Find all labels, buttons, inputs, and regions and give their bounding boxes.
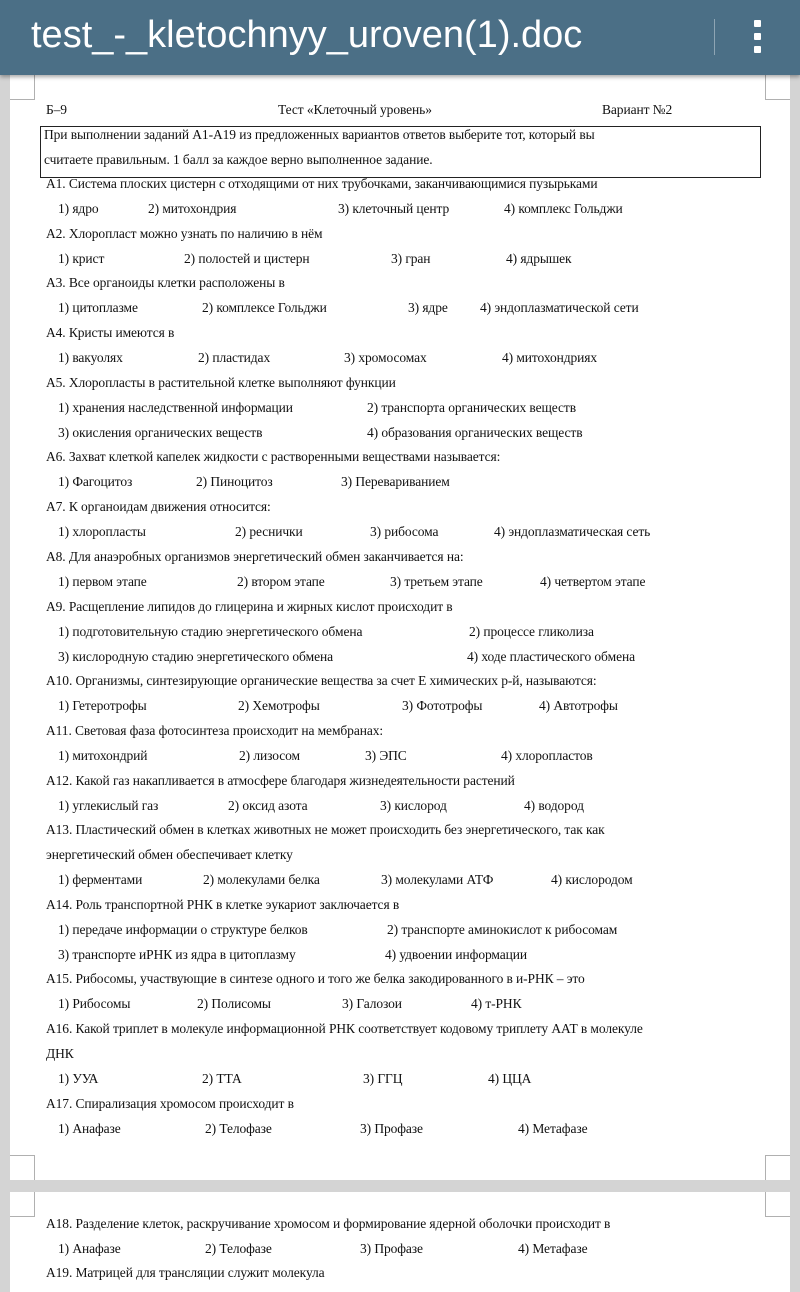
answer-option: 4) эндоплазматическая сеть xyxy=(494,524,651,539)
answer-option: 1) митохондрий xyxy=(58,748,148,763)
answer-option: 2) Хемотрофы xyxy=(238,698,320,713)
answer-option: 4) водород xyxy=(524,798,584,813)
answer-option: 4) кислородом xyxy=(551,872,633,887)
question-text: А17. Спирализация хромосом происходит в xyxy=(46,1096,294,1111)
answer-option: 2) реснички xyxy=(235,524,303,539)
document-title: test_-_kletochnyy_uroven(1).doc xyxy=(31,14,583,56)
answer-option: 3) третьем этапе xyxy=(390,574,483,589)
question-text: А14. Роль транспортной РНК в клетке эукариот заключается в xyxy=(46,897,400,912)
document-page-2[interactable] xyxy=(10,1192,790,1292)
page-corner-mark xyxy=(10,1155,35,1180)
question-text: А8. Для анаэробных организмов энергетический обмен заканчивается на: xyxy=(46,549,464,564)
answer-option: 2) пластидах xyxy=(198,350,271,365)
answer-option: 1) ферментами xyxy=(58,872,143,887)
question-text: А2. Хлоропласт можно узнать по наличию в нём xyxy=(46,226,323,241)
answer-option: 2) полостей и цистерн xyxy=(184,251,310,266)
answer-option: 1) передаче информации о структуре белков xyxy=(58,922,308,937)
question-text: А5. Хлоропласты в растительной клетке выполняют функции xyxy=(46,375,396,390)
answer-option: 4) т-РНК xyxy=(471,996,522,1011)
answer-option: 3) окисления органических веществ xyxy=(58,425,263,440)
question-text: А19. Матрицей для трансляции служит молекула xyxy=(46,1265,325,1280)
answer-option: 2) втором этапе xyxy=(237,574,325,589)
answer-option: 4) ядрышек xyxy=(506,251,572,266)
question-text: А3. Все органоиды клетки расположены в xyxy=(46,275,285,290)
question-text: А11. Световая фаза фотосинтеза происходит на мембранах: xyxy=(46,723,384,738)
answer-option: 4) удвоении информации xyxy=(385,947,528,962)
answer-option: 3) ядре xyxy=(408,300,448,315)
answer-option: 1) первом этапе xyxy=(58,574,147,589)
answer-option: 2) лизосом xyxy=(239,748,300,763)
answer-option: 4) эндоплазматической сети xyxy=(480,300,639,315)
toolbar-divider xyxy=(714,19,715,55)
question-text: А7. К органоидам движения относится: xyxy=(46,499,271,514)
answer-option: 3) кислородную стадию энергетического обмена xyxy=(58,649,334,664)
answer-option: 2) митохондрия xyxy=(148,201,237,216)
answer-option: 2) процессе гликолиза xyxy=(469,624,594,639)
answer-option: 3) клеточный центр xyxy=(338,201,450,216)
answer-option: 2) молекулами белка xyxy=(203,872,320,887)
answer-option: 1) Анафазе xyxy=(58,1121,121,1136)
header-test-title: Тест «Клеточный уровень» xyxy=(278,102,432,117)
answer-option: 4) четвертом этапе xyxy=(540,574,646,589)
question-text: А4. Кристы имеются в xyxy=(46,325,175,340)
page-corner-mark xyxy=(765,1192,790,1217)
question-text: ДНК xyxy=(46,1046,74,1061)
header-code: Б–9 xyxy=(46,102,67,117)
question-text: А12. Какой газ накапливается в атмосфере благодаря жизнедеятельности растений xyxy=(46,773,515,788)
question-text: А6. Захват клеткой капелек жидкости с растворенными веществами называется: xyxy=(46,449,501,464)
answer-option: 1) Фагоцитоз xyxy=(58,474,133,489)
answer-option: 3) рибосома xyxy=(370,524,439,539)
answer-option: 1) хлоропласты xyxy=(58,524,146,539)
page-corner-mark xyxy=(765,1155,790,1180)
question-text: А10. Организмы, синтезирующие органические вещества за счет Е химических р-й, называются: xyxy=(46,673,597,688)
answer-option: 1) Анафазе xyxy=(58,1241,121,1256)
answer-option: 3) молекулами АТФ xyxy=(381,872,494,887)
answer-option: 3) гран xyxy=(391,251,431,266)
answer-option: 1) цитоплазме xyxy=(58,300,138,315)
answer-option: 4) митохондриях xyxy=(502,350,598,365)
answer-option: 4) комплекс Гольджи xyxy=(504,201,623,216)
answer-option: 4) ходе пластического обмена xyxy=(467,649,636,664)
question-text: А15. Рибосомы, участвующие в синтезе одного и того же белка закодированного в и-РНК – это xyxy=(46,971,585,986)
answer-option: 1) подготовительную стадию энергетического обмена xyxy=(58,624,363,639)
question-text: А13. Пластический обмен в клетках животных не может происходить без энергетического, так как xyxy=(46,822,605,837)
answer-option: 1) Гетеротрофы xyxy=(58,698,147,713)
answer-option: 3) ГГЦ xyxy=(363,1071,403,1086)
question-text: А16. Какой триплет в молекуле информационной РНК соответствует кодовому триплету ААТ в молекуле xyxy=(46,1021,643,1036)
answer-option: 2) ТТА xyxy=(202,1071,242,1086)
answer-option: 4) Автотрофы xyxy=(539,698,618,713)
answer-option: 1) Рибосомы xyxy=(58,996,131,1011)
answer-option: 2) Пиноцитоз xyxy=(196,474,273,489)
answer-option: 4) образования органических веществ xyxy=(367,425,583,440)
answer-option: 1) углекислый газ xyxy=(58,798,159,813)
answer-option: 1) крист xyxy=(58,251,105,266)
answer-option: 4) ЦЦА xyxy=(488,1071,532,1086)
answer-option: 2) оксид азота xyxy=(228,798,308,813)
document-page-1[interactable] xyxy=(10,75,790,1180)
answer-option: 4) Метафазе xyxy=(518,1121,588,1136)
answer-option: 3) хромосомах xyxy=(344,350,427,365)
answer-option: 3) Профазе xyxy=(360,1121,423,1136)
question-text: А18. Разделение клеток, раскручивание хромосом и формирование ядерной оболочки происходит в xyxy=(46,1216,611,1231)
page-corner-mark xyxy=(10,75,35,100)
answer-option: 3) кислород xyxy=(380,798,447,813)
answer-option: 4) хлоропластов xyxy=(501,748,593,763)
answer-option: 3) транспорте иРНК из ядра в цитоплазму xyxy=(58,947,296,962)
header-variant: Вариант №2 xyxy=(602,102,673,117)
question-text: А1. Система плоских цистерн с отходящими от них трубочками, заканчивающимися пузырьками xyxy=(46,176,598,191)
answer-option: 3) ЭПС xyxy=(365,748,407,763)
answer-option: 2) Телофазе xyxy=(205,1121,272,1136)
answer-option: 4) Метафазе xyxy=(518,1241,588,1256)
answer-option: 3) Перевариванием xyxy=(341,474,450,489)
answer-option: 1) УУА xyxy=(58,1071,99,1086)
page-corner-mark xyxy=(10,1192,35,1217)
answer-option: 3) Фототрофы xyxy=(402,698,483,713)
page-corner-mark xyxy=(765,75,790,100)
app-bar xyxy=(0,0,800,75)
instructions-box xyxy=(40,126,761,178)
instructions-line: При выполнении заданий А1-А19 из предложенных вариантов ответов выберите тот, который вы xyxy=(44,127,595,142)
question-text: энергетический обмен обеспечивает клетку xyxy=(46,847,293,862)
overflow-menu-icon[interactable] xyxy=(740,17,776,57)
question-text: А9. Расщепление липидов до глицерина и жирных кислот происходит в xyxy=(46,599,453,614)
answer-option: 2) Телофазе xyxy=(205,1241,272,1256)
answer-option: 2) транспорта органических веществ xyxy=(367,400,576,415)
answer-option: 2) транспорте аминокислот к рибосомам xyxy=(387,922,618,937)
answer-option: 2) Полисомы xyxy=(197,996,271,1011)
answer-option: 1) хранения наследственной информации xyxy=(58,400,293,415)
answer-option: 3) Галозои xyxy=(342,996,402,1011)
instructions-line: считаете правильным. 1 балл за каждое верно выполненное задание. xyxy=(44,152,433,167)
answer-option: 2) комплексе Гольджи xyxy=(202,300,327,315)
answer-option: 3) Профазе xyxy=(360,1241,423,1256)
answer-option: 1) ядро xyxy=(58,201,99,216)
answer-option: 1) вакуолях xyxy=(58,350,123,365)
